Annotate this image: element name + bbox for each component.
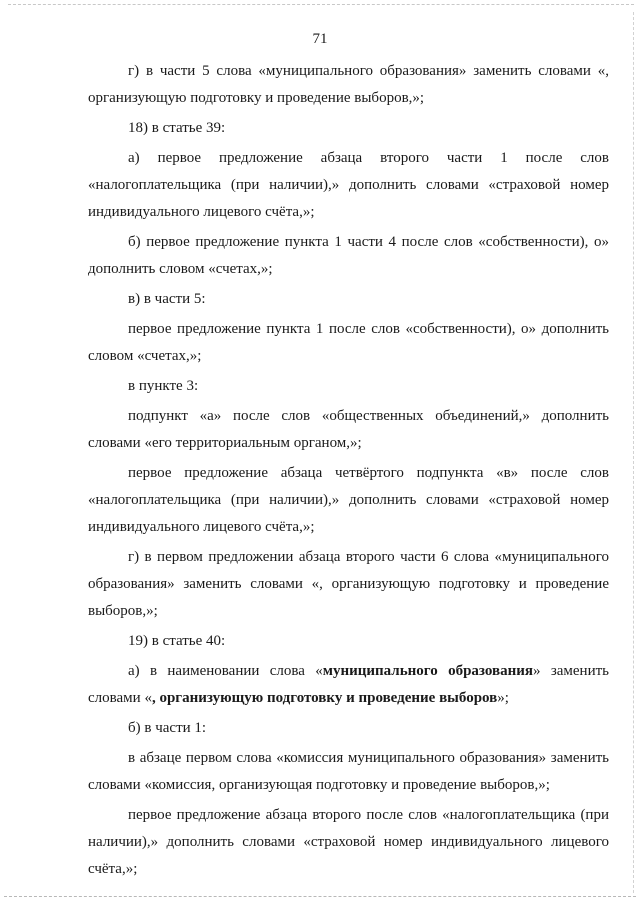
paragraph bbox=[88, 658, 609, 715]
scan-edge-right bbox=[633, 12, 634, 893]
paragraph bbox=[88, 628, 609, 658]
paragraph bbox=[88, 115, 609, 145]
paragraph-text: » заменить словами « bbox=[88, 663, 609, 706]
paragraph bbox=[88, 544, 609, 628]
paragraph-text: б) в части 1: bbox=[128, 720, 207, 736]
paragraph-text: а) в наименовании слова « bbox=[128, 663, 323, 679]
scan-edge-top bbox=[8, 4, 634, 5]
paragraph bbox=[88, 229, 609, 286]
bold-text: муниципального образования bbox=[322, 663, 533, 679]
paragraph bbox=[88, 802, 609, 886]
paragraph-text: в) в части 5: bbox=[128, 291, 206, 307]
paragraph bbox=[88, 286, 609, 316]
paragraph-text: первое предложение абзаца второго после слов «налогоплательщика (при наличии),» дополнить словами «страховой номер индивидуального лицевого счёта,»; bbox=[88, 807, 609, 877]
paragraph bbox=[88, 403, 609, 460]
paragraph bbox=[88, 373, 609, 403]
bold-text: , организующую подготовку и проведение выборов bbox=[151, 690, 498, 706]
paragraph-text: 18) в статье 39: bbox=[128, 120, 226, 136]
paragraph-text: г) в части 5 слова «муниципального образования» заменить словами «, организующую подготовку и проведение выборов,»; bbox=[88, 63, 609, 106]
page-number: 71 bbox=[312, 31, 328, 47]
paragraph-text: первое предложение абзаца четвёртого подпункта «в» после слов «налогоплательщика (при наличии),» дополнить словами «страховой номер индивидуального лицевого счёта,»; bbox=[88, 465, 609, 535]
paragraph bbox=[88, 316, 609, 373]
paragraph-text: подпункт «а» после слов «общественных объединений,» дополнить словами «его территориальным органом,»; bbox=[88, 408, 609, 451]
paragraph bbox=[88, 745, 609, 802]
paragraph bbox=[88, 460, 609, 544]
paragraph-text: в пункте 3: bbox=[128, 378, 199, 394]
scan-edge-bottom bbox=[4, 896, 636, 897]
paragraph-text: б) первое предложение пункта 1 части 4 после слов «собственности), о» дополнить словом «счетах,»; bbox=[88, 234, 609, 277]
paragraph-text: первое предложение пункта 1 после слов «собственности), о» дополнить словом «счетах,»; bbox=[88, 321, 609, 364]
paragraph-text: а) первое предложение абзаца второго части 1 после слов «налогоплательщика (при наличии),» дополнить словами «страховой номер индивидуального лицевого счёта,»; bbox=[88, 150, 609, 220]
paragraph-text: »; bbox=[497, 690, 509, 706]
paragraph-text: в абзаце первом слова «комиссия муниципального образования» заменить словами «комиссия, организующая подготовку и проведение выборов,»; bbox=[88, 750, 609, 793]
paragraph-text: г) в первом предложении абзаца второго части 6 слова «муниципального образования» заменить словами «, организующую подготовку и проведение выборов,»; bbox=[88, 549, 609, 619]
paragraph-text: 19) в статье 40: bbox=[128, 633, 226, 649]
document-body bbox=[88, 58, 609, 886]
paragraph bbox=[88, 715, 609, 745]
paragraph bbox=[88, 145, 609, 229]
paragraph bbox=[88, 58, 609, 115]
